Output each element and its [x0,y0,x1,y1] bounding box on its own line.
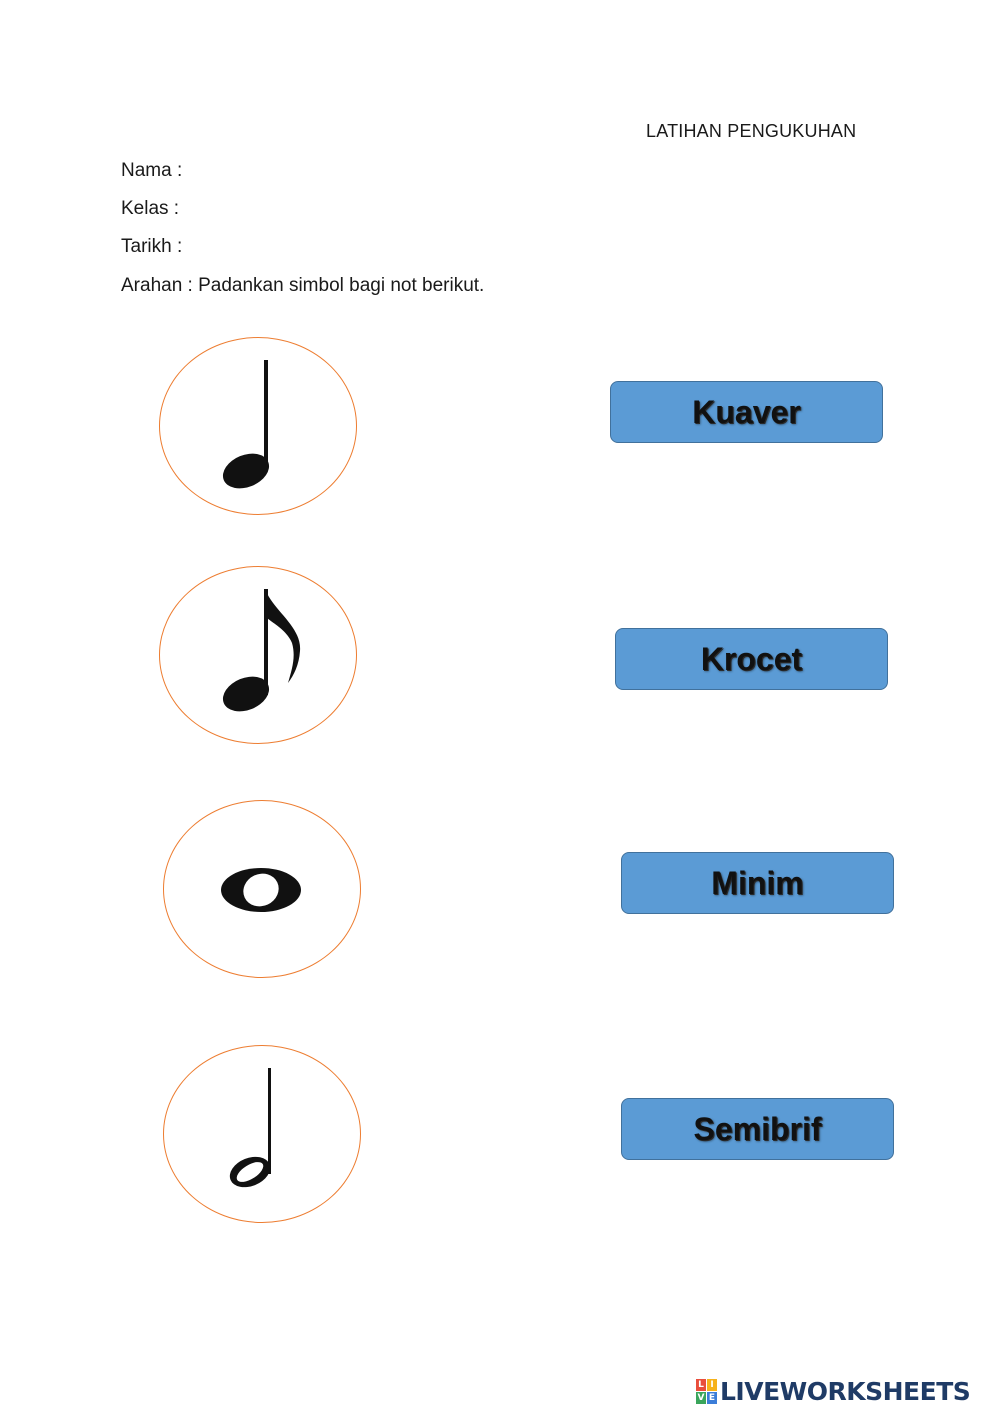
answer-label: Krocet [700,640,803,677]
symbol-circle-4[interactable] [163,1045,361,1223]
answer-box-minim[interactable] [621,852,894,914]
answer-box-kuaver[interactable] [610,381,883,443]
answer-label: Semibrif [693,1110,822,1147]
logo-mark-icon: L I V E [697,1380,716,1403]
answer-box-semibrif[interactable] [621,1098,894,1160]
answer-label: Kuaver [692,393,801,430]
minim-note-icon [164,1046,362,1224]
quaver-note-icon [160,567,358,745]
symbol-circle-3[interactable] [163,800,361,978]
answer-label: Minim [711,864,804,901]
semibreve-note-icon [164,801,362,979]
logo-text: LIVEWORKSHEETS [720,1377,971,1406]
crotchet-note-icon [160,338,358,516]
class-field-label: Kelas : [121,198,180,219]
instruction-text: Arahan : Padankan simbol bagi not berikut. [121,275,485,296]
worksheet-title: LATIHAN PENGUKUHAN [646,121,857,141]
name-field-label: Nama : [121,160,183,181]
symbol-circle-2[interactable] [159,566,357,744]
symbol-circle-1[interactable] [159,337,357,515]
liveworksheets-logo [696,1377,970,1406]
date-field-label: Tarikh : [121,236,183,257]
answer-box-krocet[interactable] [615,628,888,690]
